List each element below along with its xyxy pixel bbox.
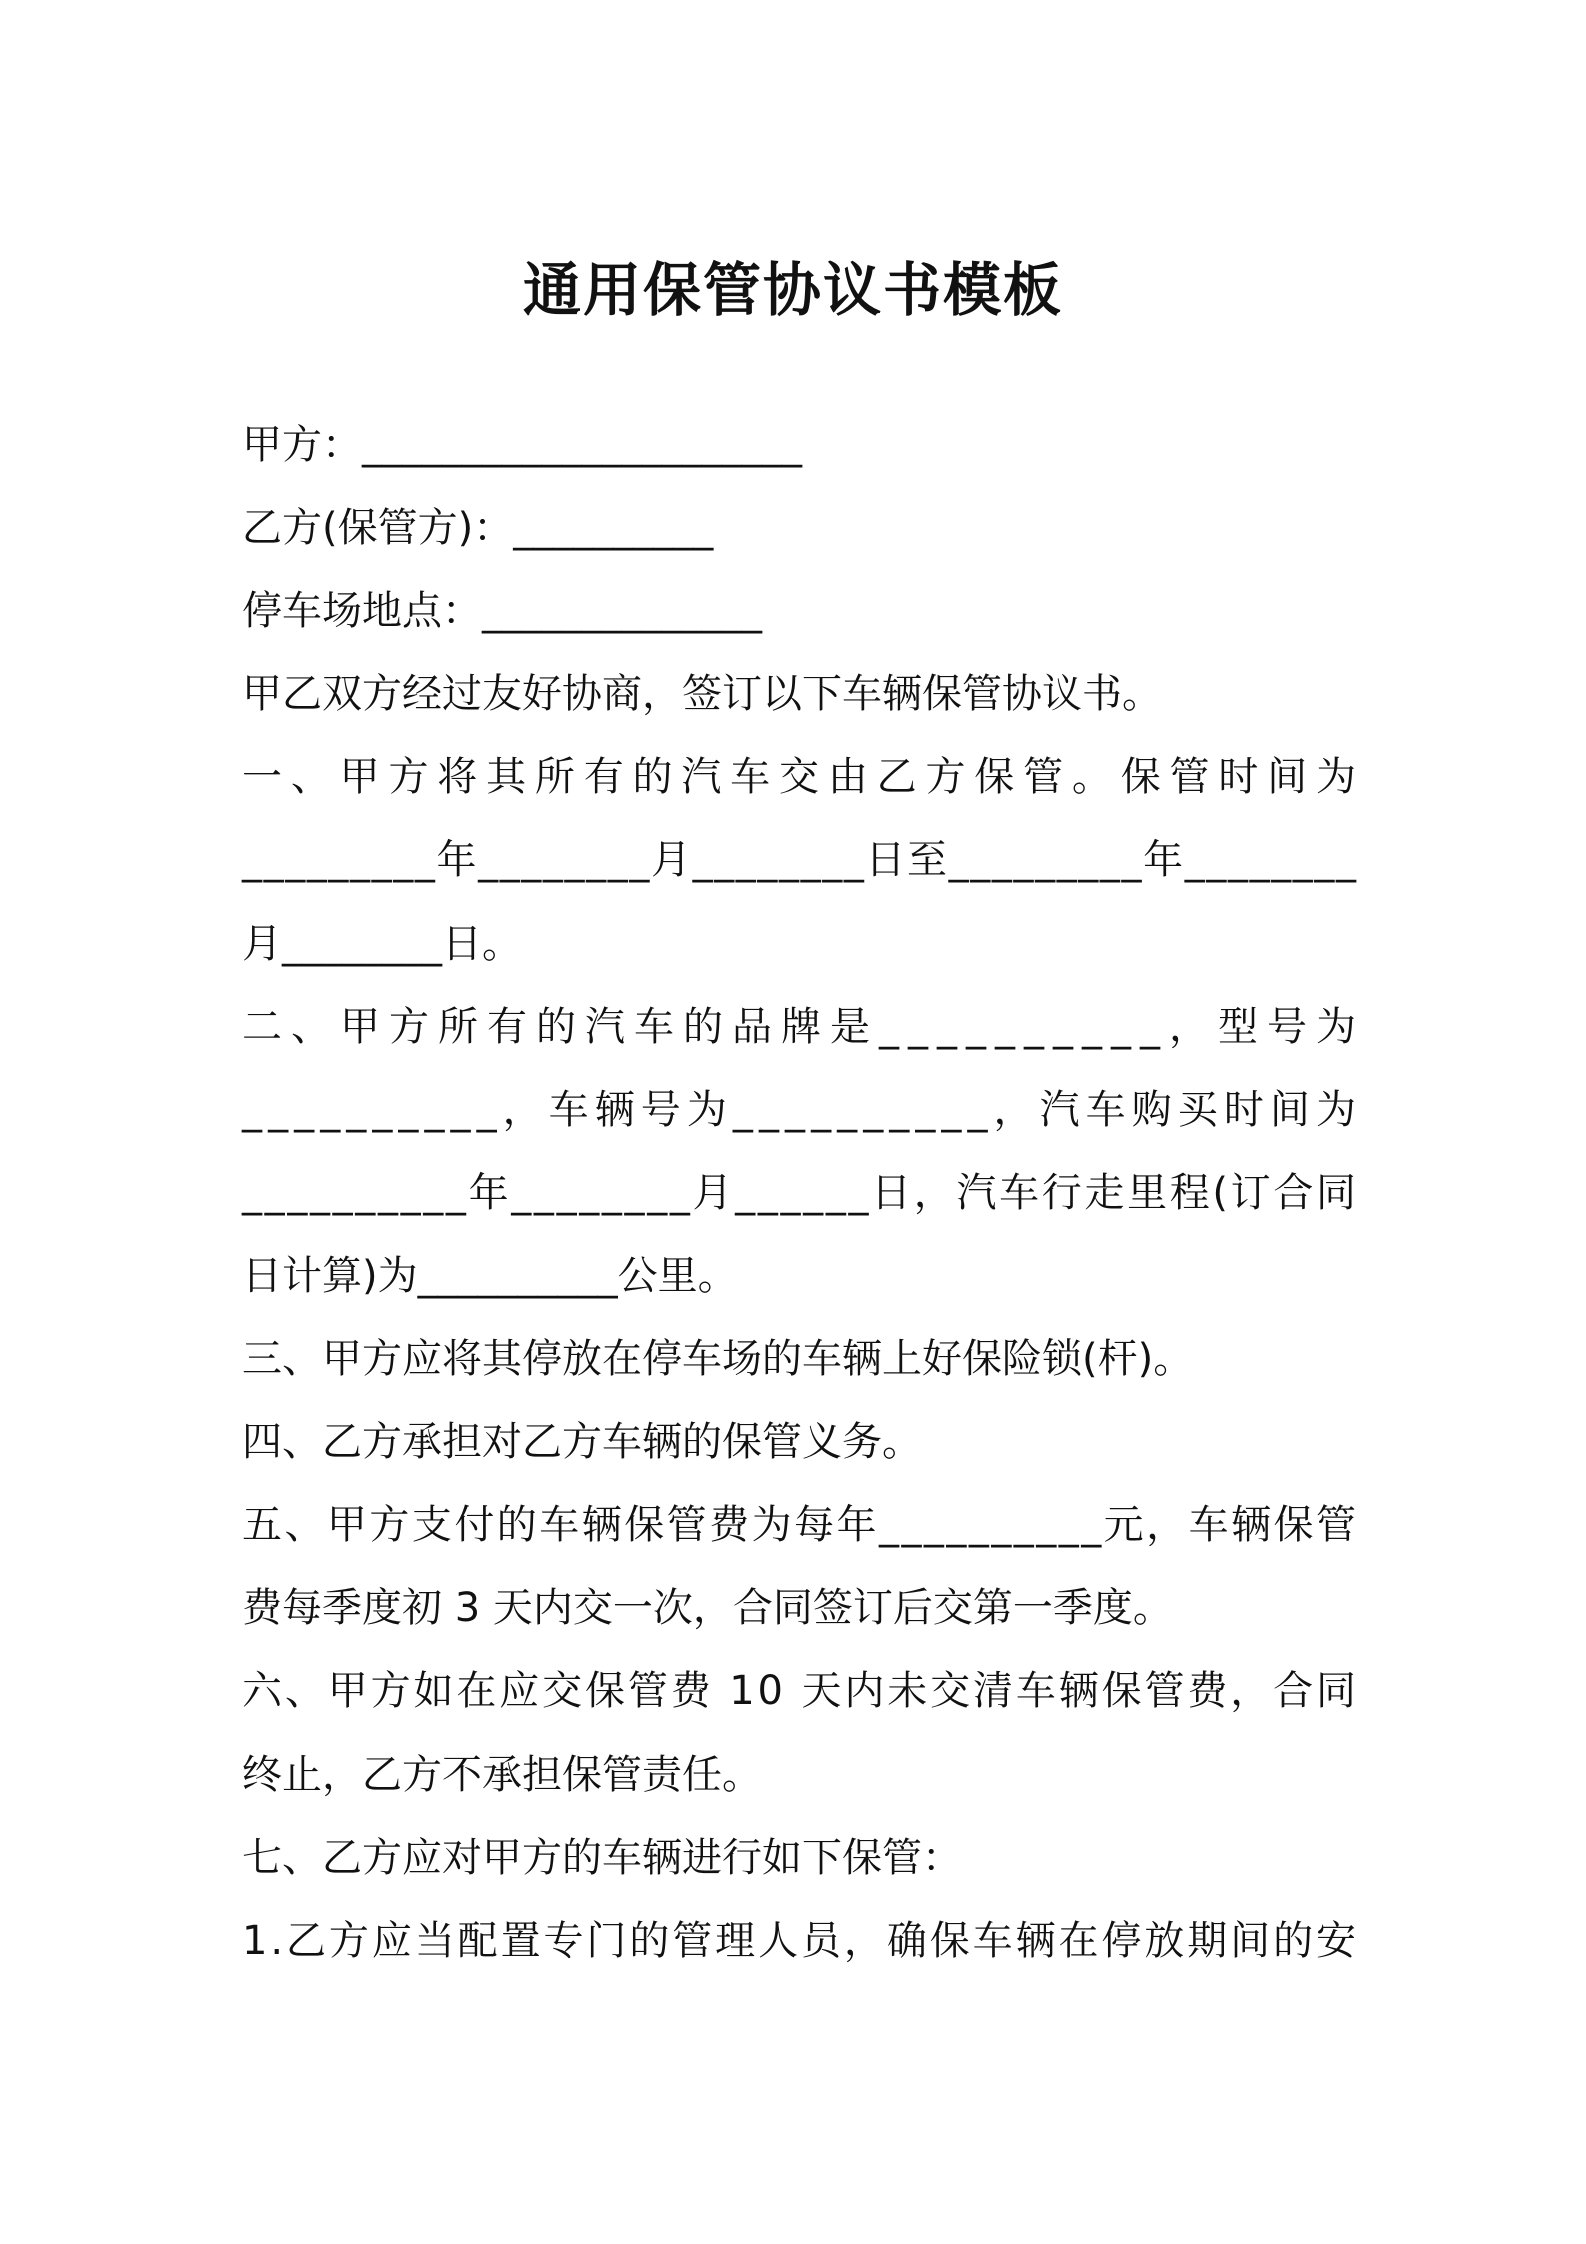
clause-2-line-3: __________年________月______日，汽车行走里程(订合同: [242, 1169, 1359, 1216]
document-title: 通用保管协议书模板: [522, 256, 1063, 324]
document-body: [242, 404, 1365, 1983]
party-a-line: 甲方：______________________: [242, 422, 802, 468]
clause-2-line-4: 日计算)为__________公里。: [242, 1252, 738, 1299]
clause-4: 四、乙方承担对乙方车辆的保管义务。: [242, 1419, 922, 1466]
clause-3: 三、甲方应将其停放在停车场的车辆上好保险锁(杆)。: [242, 1336, 1194, 1383]
clause-7-item-1: 1.乙方应当配置专门的管理人员，确保车辆在停放期间的安: [242, 1917, 1359, 1964]
clause-1-line-2: _________年________月________日至_________年________: [242, 837, 1358, 884]
clause-5-line-2: 费每季度初 3 天内交一次，合同签订后交第一季度。: [242, 1585, 1173, 1632]
parking-location-line: 停车场地点：______________: [242, 588, 762, 635]
clause-2-line-2: __________，车辆号为__________，汽车购买时间为: [242, 1086, 1363, 1133]
clause-6-line-1: 六、甲方如在应交保管费 10 天内未交清车辆保管费，合同: [242, 1668, 1359, 1715]
clause-7: 七、乙方应对甲方的车辆进行如下保管：: [242, 1834, 962, 1881]
clause-1-line-3: 月________日。: [242, 920, 522, 967]
intro-paragraph: 甲乙双方经过友好协商，签订以下车辆保管协议书。: [242, 671, 1162, 718]
clause-1-line-1: 一、甲方将其所有的汽车交由乙方保管。保管时间为: [242, 754, 1365, 801]
party-b-line: 乙方(保管方)：__________: [242, 505, 714, 552]
clause-5-line-1: 五、甲方支付的车辆保管费为每年__________元，车辆保管: [242, 1502, 1359, 1549]
clause-6-line-2: 终止，乙方不承担保管责任。: [242, 1751, 762, 1798]
clause-2-line-1: 二、甲方所有的汽车的品牌是__________，型号为: [242, 1003, 1365, 1050]
